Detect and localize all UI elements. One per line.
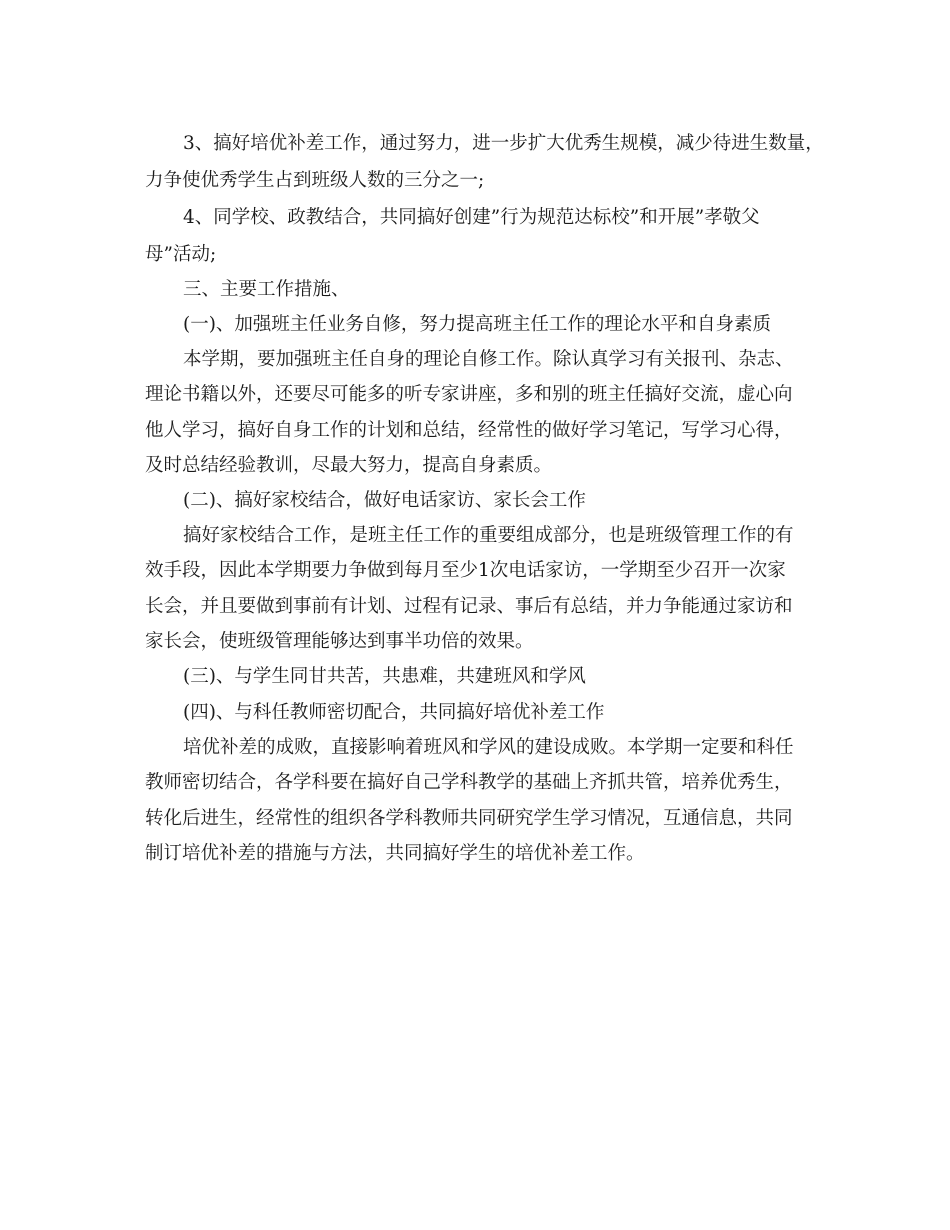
text-line: 长会，并且要做到事前有计划、过程有记录、事后有总结，并力争能通过家访和: [145, 596, 793, 617]
text-line: 他人学习，搞好自身工作的计划和总结，经常性的做好学习笔记，写学习心得，: [145, 420, 793, 441]
text-line: 家长会，使班级管理能够达到事半功倍的效果。: [145, 631, 534, 652]
subsection-heading: (三)、与学生同甘共苦，共患难，共建班风和学风: [183, 666, 586, 687]
text-line: 4、同学校、政教结合，共同搞好创建”行为规范达标校”和开展”孝敬父: [183, 207, 760, 228]
text-line: 3、搞好培优补差工作，通过努力，进一步扩大优秀生规模，减少待进生数量，: [183, 133, 824, 154]
subsection-heading: (一)、加强班主任业务自修，努力提高班主任工作的理论水平和自身素质: [183, 314, 771, 335]
text-line: 搞好家校结合工作，是班主任工作的重要组成部分，也是班级管理工作的有: [183, 525, 794, 546]
text-line: 力争使优秀学生占到班级人数的三分之一;: [145, 170, 485, 191]
section-heading: 三、主要工作措施、: [183, 279, 350, 300]
text-line: 母”活动;: [145, 244, 217, 265]
subsection-heading: (二)、搞好家校结合，做好电话家访、家长会工作: [183, 490, 586, 511]
text-line: 培优补差的成败，直接影响着班风和学风的建设成败。本学期一定要和科任: [183, 737, 794, 758]
text-line: 理论书籍以外，还要尽可能多的听专家讲座，多和别的班主任搞好交流，虚心向: [145, 384, 793, 405]
text-line: 教师密切结合，各学科要在搞好自己学科教学的基础上齐抓共管，培养优秀生，: [145, 772, 793, 793]
subsection-heading: (四)、与科任教师密切配合，共同搞好培优补差工作: [183, 702, 605, 723]
text-line: 转化后进生，经常性的组织各学科教师共同研究学生学习情况，互通信息，共同: [145, 808, 793, 829]
text-line: 效手段，因此本学期要力争做到每月至少1次电话家访，一学期至少召开一次家: [145, 560, 786, 581]
text-line: 制订培优补差的措施与方法，共同搞好学生的培优补差工作。: [145, 843, 645, 864]
text-line: 及时总结经验教训，尽最大努力，提高自身素质。: [145, 455, 553, 476]
text-line: 本学期，要加强班主任自身的理论自修工作。除认真学习有关报刊、杂志、: [183, 349, 794, 370]
